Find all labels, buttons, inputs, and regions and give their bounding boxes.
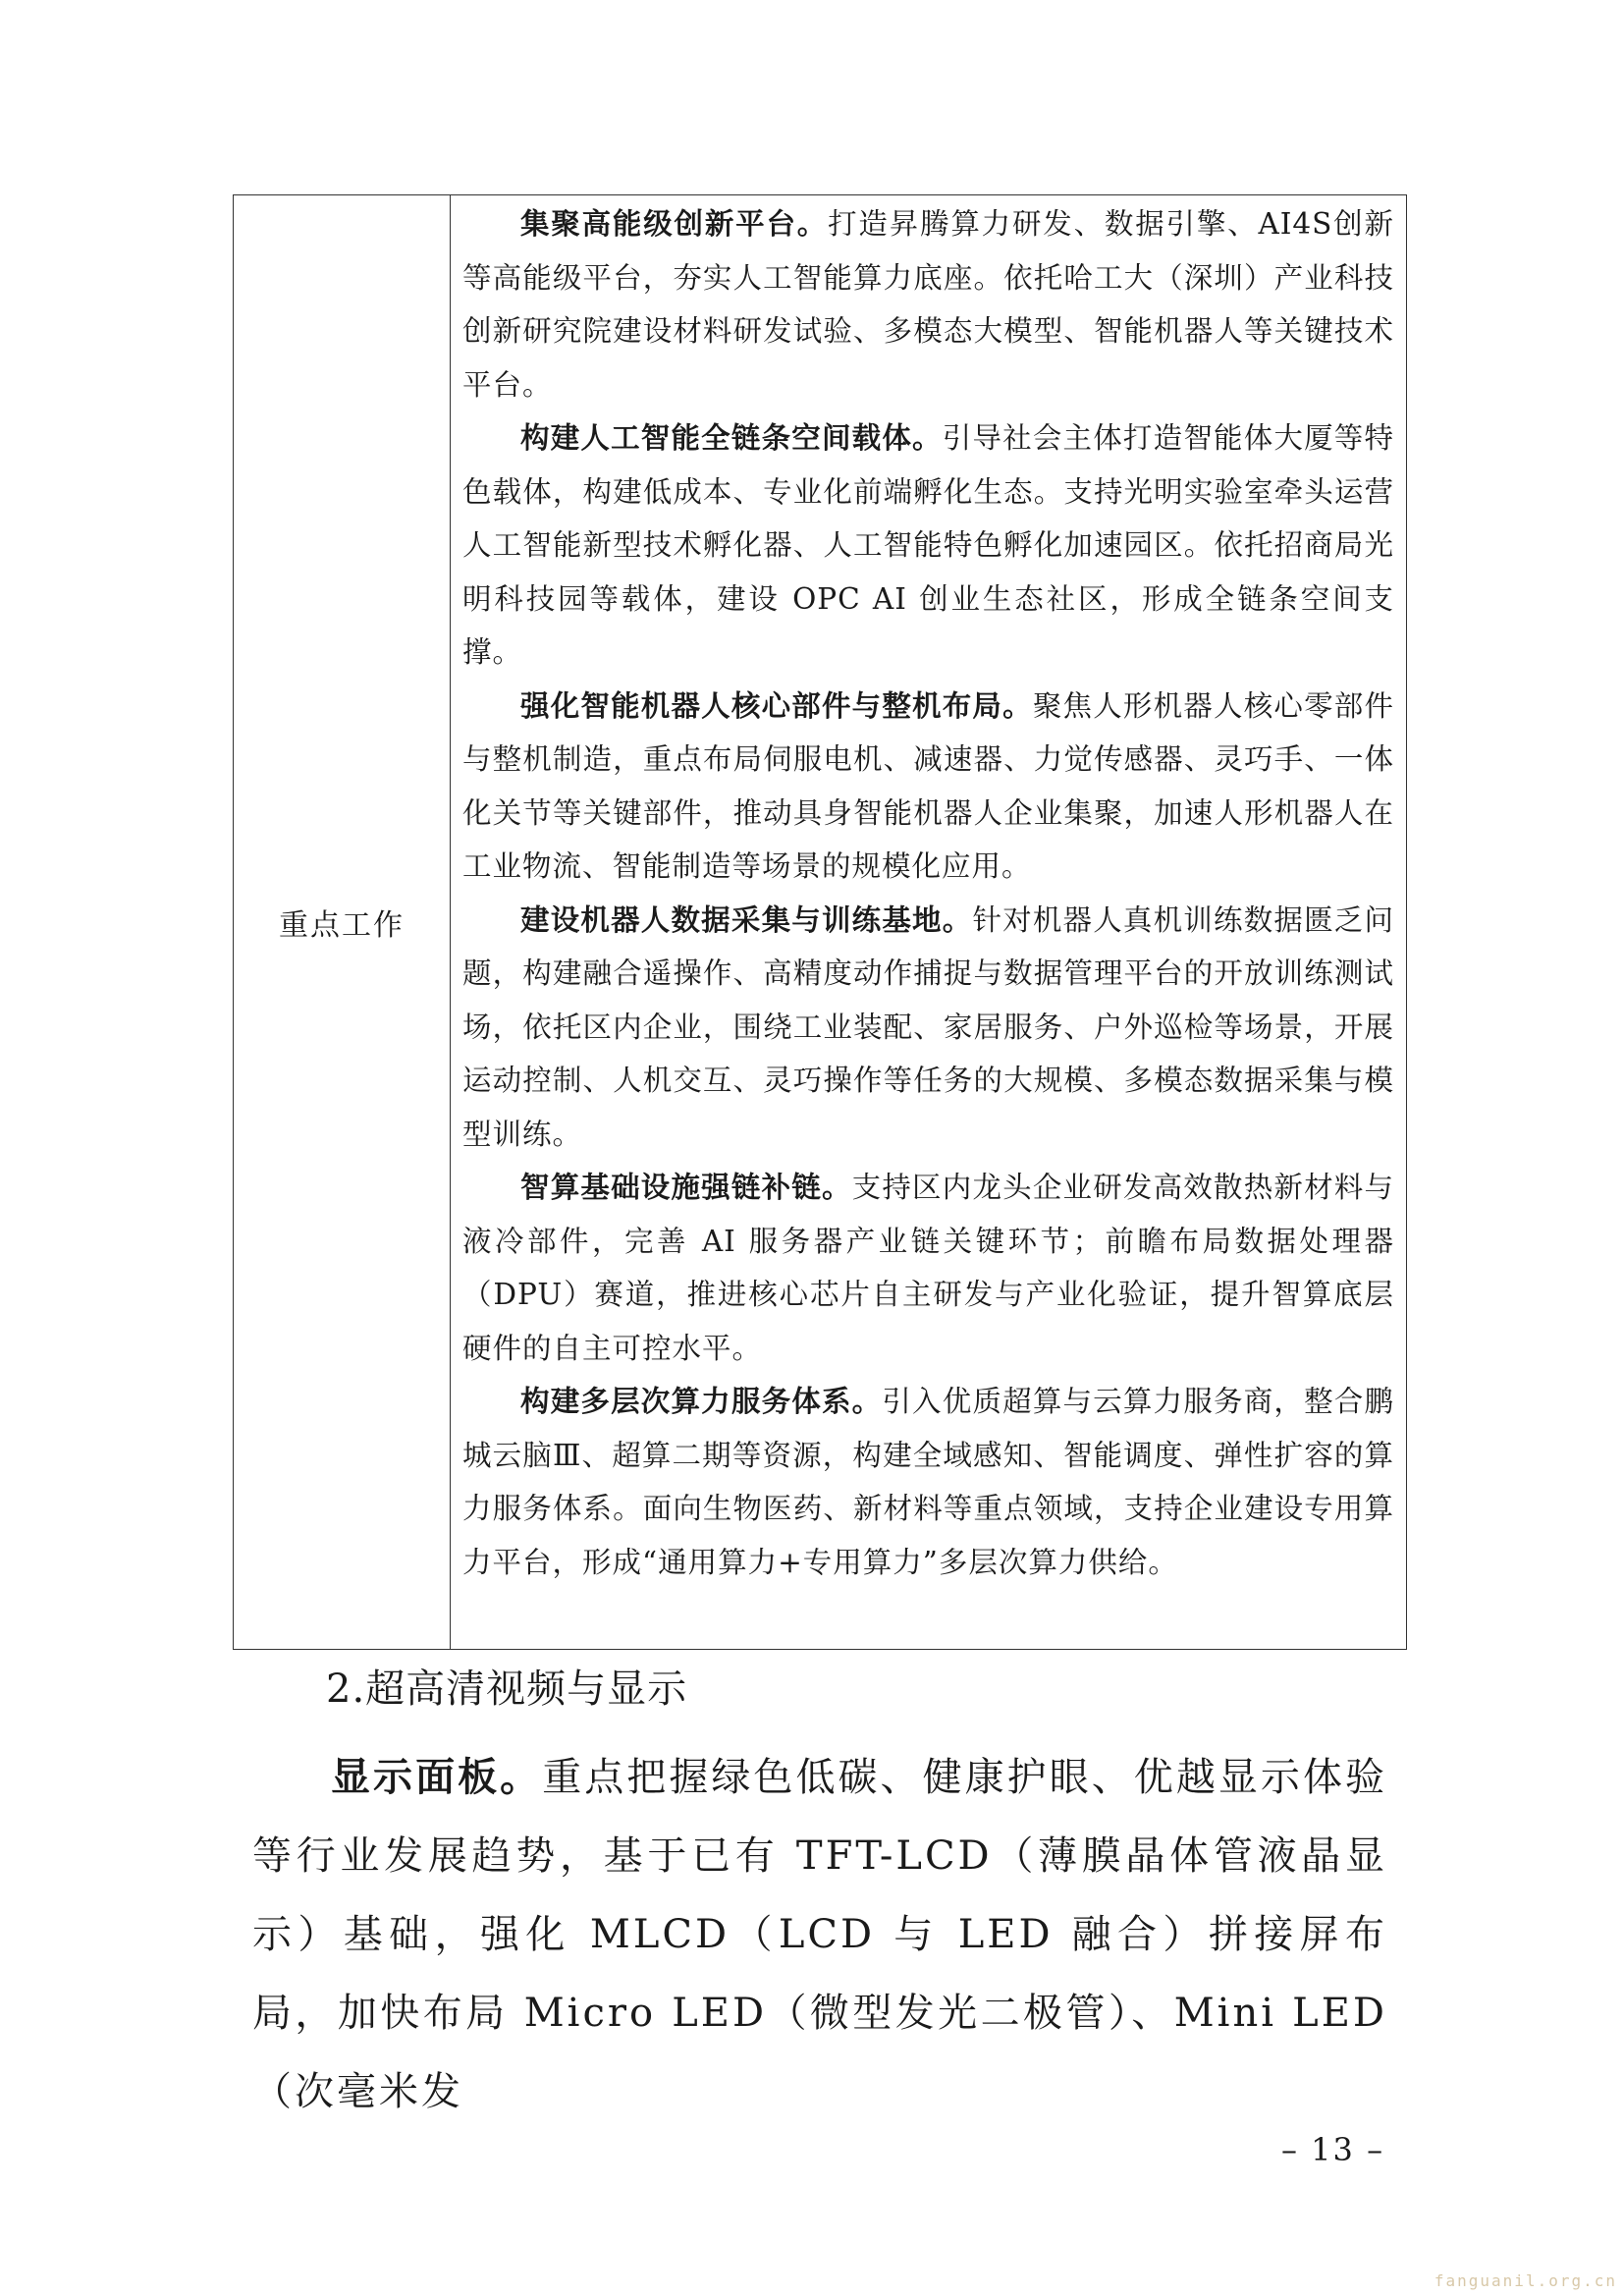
table-row — [234, 195, 1407, 1650]
paragraph-text: 针对机器人真机训练数据匮乏问题，构建融合遥操作、高精度动作捕捉与数据管理平台的开放训练测试场，依托区内企业，围绕工业装配、家居服务、户外巡检等场景，开展运动控制、人机交互、灵巧操作等任务的大规模、多模态数据采集与模型训练。 — [462, 902, 1394, 1151]
watermark: fanguanil.org.cn — [1434, 2271, 1617, 2290]
paragraph-text: 聚焦人形机器人核心零部件与整机制造，重点布局伺服电机、减速器、力觉传感器、灵巧手、一体化关节等关键部件，推动具身智能机器人企业集聚，加速人形机器人在工业物流、智能制造等场景的规模化应用。 — [462, 688, 1394, 883]
paragraph-text: 引入优质超算与云算力服务商，整合鹏城云脑Ⅲ、超算二期等资源，构建全域感知、智能调度、弹性扩容的算力服务体系。面向生物医药、新材料等重点领域，支持企业建设专用算力平台，形成“通用算力+专用算力”多层次算力供给。 — [462, 1385, 1394, 1579]
paragraph-text: 支持区内龙头企业研发高效散热新材料与液冷部件，完善 AI 服务器产业链关键环节；前瞻布局数据处理器（DPU）赛道，推进核心芯片自主研发与产业化验证，提升智算底层硬件的自主可控水平。 — [462, 1171, 1394, 1365]
paragraph-2 — [462, 411, 1394, 680]
paragraph-6 — [462, 1375, 1394, 1589]
body-paragraph — [252, 1738, 1387, 2131]
body-text: 重点把握绿色低碳、健康护眼、优越显示体验等行业发展趋势，基于已有 TFT-LCD（薄膜晶体管液晶显示）基础，强化 MLCD（LCD 与 LED 融合）拼接屏布局，加快布局 Micro LED（微型发光二极管）、Mini LED（次毫米发 — [252, 1755, 1388, 2114]
paragraph-lead: 构建多层次算力服务体系。 — [520, 1385, 883, 1418]
paragraph-lead: 智算基础设施强链补链。 — [520, 1171, 852, 1204]
paragraph-5 — [462, 1161, 1394, 1375]
paragraph-3 — [462, 680, 1394, 894]
paragraph-lead: 集聚高能级创新平台。 — [520, 207, 829, 241]
paragraph-4 — [462, 894, 1394, 1162]
paragraph-text: 打造昇腾算力研发、数据引擎、AI4S创新等高能级平台，夯实人工智能算力底座。依托哈工大（深圳）产业科技创新研究院建设材料研发试验、多模态大模型、智能机器人等关键技术平台。 — [462, 207, 1394, 402]
section-heading: 2.超高清视频与显示 — [326, 1667, 688, 1712]
page-number: – 13 – — [1281, 2131, 1385, 2168]
content-cell — [451, 195, 1407, 1650]
paragraph-lead: 构建人工智能全链条空间载体。 — [520, 421, 943, 455]
paragraph-text: 引导社会主体打造智能体大厦等特色载体，构建低成本、专业化前端孵化生态。支持光明实验室牵头运营人工智能新型技术孵化器、人工智能特色孵化加速园区。依托招商局光明科技园等载体，建设 OPC AI 创业生态社区，形成全链条空间支撑。 — [462, 421, 1394, 669]
row-label: 重点工作 — [234, 195, 451, 1650]
key-work-table — [233, 194, 1407, 1650]
paragraph-lead: 建设机器人数据采集与训练基地。 — [520, 902, 973, 937]
body-lead: 显示面板。 — [331, 1755, 543, 1800]
paragraph-1 — [462, 197, 1394, 411]
paragraph-lead: 强化智能机器人核心部件与整机布局。 — [520, 688, 1033, 723]
